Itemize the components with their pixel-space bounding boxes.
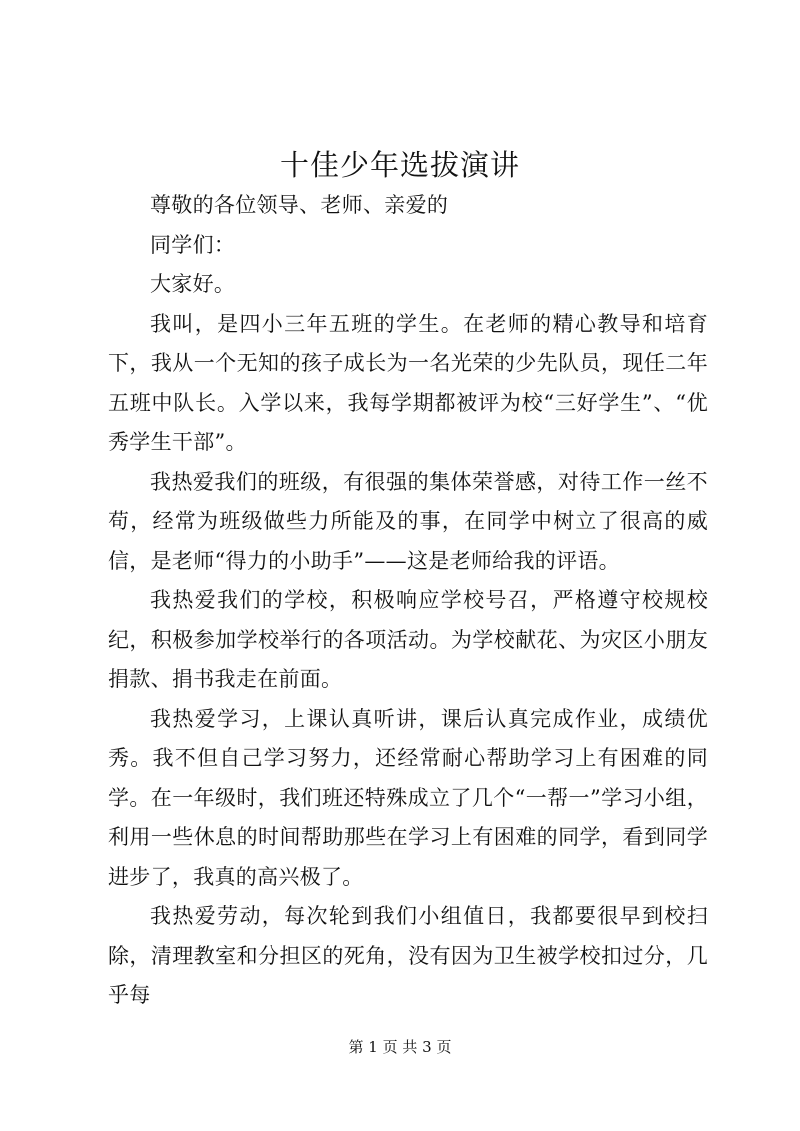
paragraph-greeting: 大家好。 — [150, 272, 236, 296]
paragraph-labor: 我热爱劳动，每次轮到我们小组值日，我都要很早到校扫除，清理教室和分担区的死角，没有因为卫生被学校扣过分，几乎每 — [108, 904, 708, 1007]
speech-body — [108, 186, 708, 1016]
paragraph-salutation-cont: 同学们： — [150, 232, 236, 257]
paragraph-introduction: 我叫，是四小三年五班的学生。在老师的精心教导和培育下，我从一个无知的孩子成长为一名光荣的少先队员，现任二年五班中队长。入学以来，我每学期都被评为校“三好学生”、“优秀学生干部”。 — [108, 311, 708, 454]
paragraph-class: 我热爱我们的班级，有很强的集体荣誉感，对待工作一丝不苟，经常为班级做些力所能及的事，在同学中树立了很高的威信，是老师“得力的小助手”——这是老师给我的评语。 — [108, 469, 708, 573]
paragraph-study: 我热爱学习，上课认真听讲，课后认真完成作业，成绩优秀。我不但自己学习努力，还经常耐心帮助学习上有困难的同学。在一年级时，我们班还特殊成立了几个“一帮一”学习小组，利用一些休息的时间帮助那些在学习上有困难的同学，看到同学进步了，我真的高兴极了。 — [108, 706, 708, 889]
page-footer: 第 1 页 共 3 页 — [348, 1038, 452, 1056]
paragraph-school: 我热爱我们的学校，积极响应学校号召，严格遵守校规校纪，积极参加学校举行的各项活动。为学校献花、为灾区小朋友捐款、捐书我走在前面。 — [108, 588, 708, 691]
paragraph-salutation: 尊敬的各位领导、老师、亲爱的 — [150, 193, 449, 217]
page-title: 十佳少年选拔演讲 — [279, 148, 520, 182]
